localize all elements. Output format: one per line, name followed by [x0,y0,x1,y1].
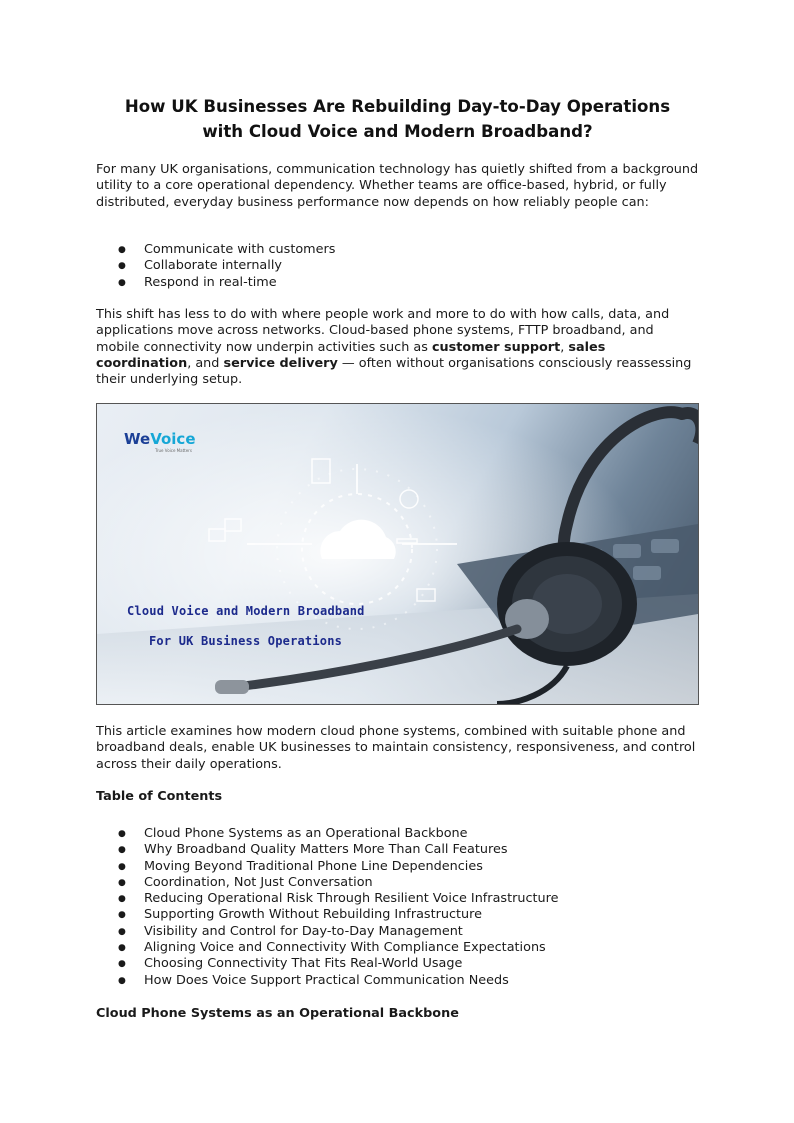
wevoice-logo [124,430,196,448]
toc-item[interactable]: ● Moving Beyond Traditional Phone Line Dependencies [96,859,559,875]
toc-heading: Table of Contents [96,789,223,804]
list-item: ● Respond in real-time [96,275,335,291]
toc-item[interactable]: ● Cloud Phone Systems as an Operational Backbone [96,826,559,842]
bold-service-delivery: service delivery [223,355,338,371]
logo-we: We [124,430,151,448]
toc-item[interactable]: ● Why Broadband Quality Matters More Than Call Features [96,842,559,858]
bold-customer-support: customer support [431,339,561,355]
examines-paragraph: This article examines how modern cloud phone systems, combined with suitable phone and broadband deals, enable UK businesses to maintain consistency, responsiveness, and control across their daily operations. [96,724,696,772]
hero-image [96,403,699,705]
toc-item[interactable]: ● Supporting Growth Without Rebuilding Infrastructure [96,907,559,923]
intro-paragraph: For many UK organisations, communication technology has quietly shifted from a background utility to a core operational dependency. Whether teams are office-based, hybrid, or fully distributed, everyday business performance now depends on how reliably people can: [96,162,699,210]
list-item: ● Communicate with customers [96,242,335,258]
shift-text-2: — often without organisations consciously reassessing their underlying setup. [96,355,692,388]
article-title [96,94,699,144]
table-of-contents [96,826,559,989]
shift-text-1: This shift has less to do with where people work and more to do with how calls, data, and applications move across networks. Cloud-based phone systems, FTTP broadband, and mobile connectivity now underpin activities such as [96,307,670,355]
hero-caption-line-2: For UK Business Operations [149,634,343,648]
toc-item[interactable]: ● Choosing Connectivity That Fits Real-World Usage [96,956,559,972]
shift-sep-1: , [560,339,569,355]
toc-item[interactable]: ● Visibility and Control for Day-to-Day Management [96,924,559,940]
logo-voice: Voice [150,430,196,448]
title-line-1: How UK Businesses Are Rebuilding Day-to-Day Operations [124,97,671,116]
shift-paragraph [96,307,699,388]
section-heading: Cloud Phone Systems as an Operational Backbone [96,1006,459,1021]
title-line-2: with Cloud Voice and Modern Broadband? [202,122,593,141]
logo-tagline: True Voice Matters [155,448,192,453]
hero-caption-line-1: Cloud Voice and Modern Broadband [127,604,365,618]
list-item: ● Collaborate internally [96,258,335,274]
shift-sep-2: , and [187,355,224,371]
bold-sales-coordination: sales coordination [96,339,606,371]
intro-bullet-list [96,242,335,291]
toc-item[interactable]: ● How Does Voice Support Practical Communication Needs [96,973,559,989]
toc-item[interactable]: ● Reducing Operational Risk Through Resilient Voice Infrastructure [96,891,559,907]
toc-item[interactable]: ● Aligning Voice and Connectivity With Compliance Expectations [96,940,559,956]
toc-item[interactable]: ● Coordination, Not Just Conversation [96,875,559,891]
